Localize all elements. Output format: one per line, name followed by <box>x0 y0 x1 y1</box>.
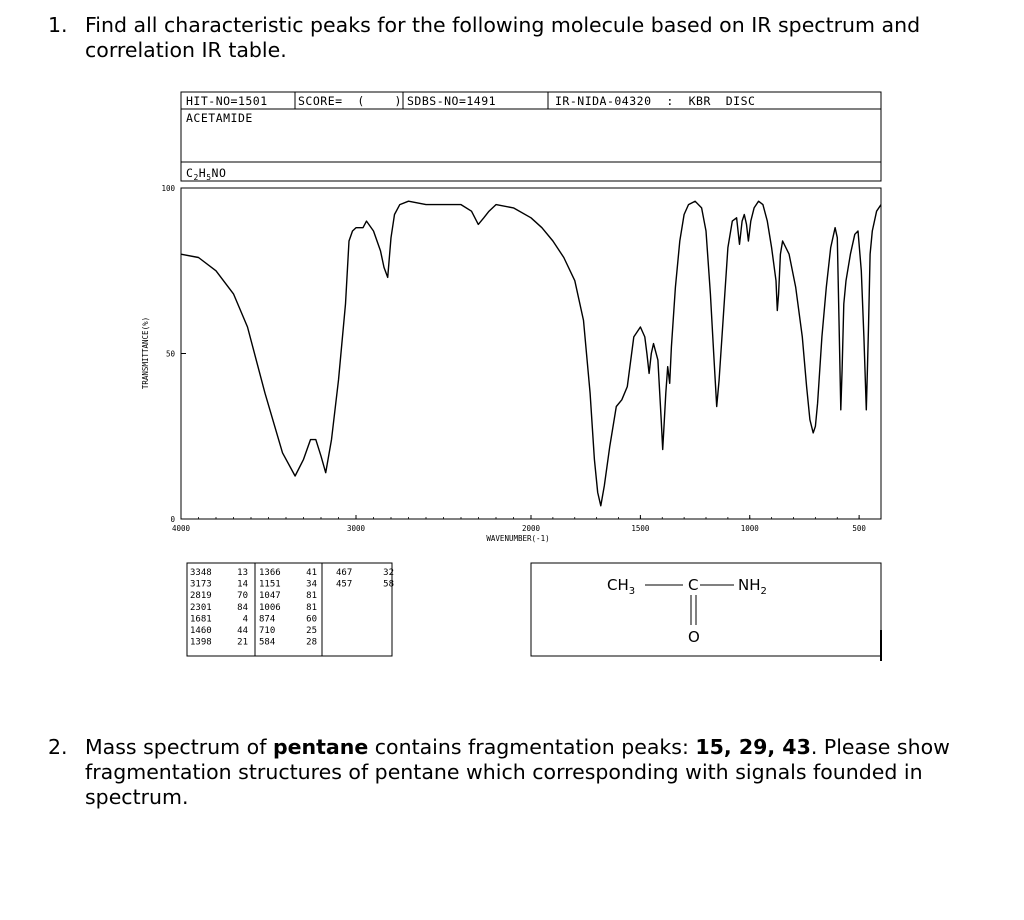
question-1-text: Find all characteristic peaks for the following molecule based on IR spectrum and correlation IR table. <box>85 13 921 62</box>
peak-wavenumber: 874 <box>259 614 276 625</box>
amine-group: $NH_2$ <box>738 576 767 597</box>
peak-transmittance: 34 <box>306 579 317 590</box>
score-label: SCORE= ( ) <box>298 94 402 108</box>
y-tick-label: 100 <box>161 184 175 193</box>
y-tick-label: 50 <box>165 349 175 359</box>
peak-wavenumber: 1460 <box>190 626 212 636</box>
peak-transmittance: 28 <box>306 637 317 648</box>
methyl-group: $CH_3$ <box>607 576 636 597</box>
question-2-number: 2. <box>48 735 68 759</box>
peak-wavenumber: 1006 <box>259 602 281 613</box>
peak-transmittance: 4 <box>242 614 248 625</box>
plot-area <box>141 184 881 543</box>
fragment-peaks: 15, 29, 43 <box>695 735 811 759</box>
x-tick-label: 500 <box>852 524 866 533</box>
sdbs-number: SDBS-NO=1491 <box>407 94 497 108</box>
peak-wavenumber: 457 <box>336 579 353 590</box>
peak-wavenumber: 1681 <box>190 614 212 625</box>
peak-wavenumber: 467 <box>336 568 353 578</box>
compound-name: ACETAMIDE <box>186 111 253 125</box>
spectrum-series-line <box>181 201 881 506</box>
molecular-formula: $C_2H_5NO$ <box>186 166 227 182</box>
peak-wavenumber: 1398 <box>190 637 212 648</box>
peak-transmittance: 60 <box>306 614 317 625</box>
peak-wavenumber: 710 <box>259 626 276 636</box>
structure-box <box>531 563 881 661</box>
peak-transmittance: 44 <box>237 626 248 636</box>
peak-transmittance: 13 <box>237 568 248 578</box>
x-tick-label: 2000 <box>521 524 541 533</box>
carbonyl-carbon: C <box>688 576 699 594</box>
carbonyl-oxygen: O <box>688 628 700 646</box>
x-axis-label: WAVENUMBER(-1) <box>486 534 550 543</box>
x-tick-label: 4000 <box>171 524 191 533</box>
peak-transmittance: 81 <box>306 591 317 602</box>
peak-transmittance: 58 <box>383 579 394 590</box>
x-tick-label: 3000 <box>346 524 366 533</box>
peak-wavenumber: 1151 <box>259 579 281 590</box>
y-axis <box>161 184 186 524</box>
spectrum-header <box>181 92 881 182</box>
question-2-text: Mass spectrum of pentane contains fragmentation peaks: 15, 29, 43. Please show fragmentation structures of pentane which corresponding with signals founded in spectrum. <box>85 735 950 809</box>
compound-pentane: pentane <box>272 735 369 759</box>
peak-transmittance: 25 <box>306 626 317 636</box>
peak-wavenumber: 3348 <box>190 568 212 578</box>
peak-transmittance: 81 <box>306 602 317 613</box>
peak-transmittance: 21 <box>237 637 248 648</box>
x-axis <box>172 515 866 533</box>
ir-nida-label: IR-NIDA-04320 : KBR DISC <box>555 94 756 108</box>
peak-wavenumber: 584 <box>259 637 276 648</box>
x-tick-label: 1500 <box>631 524 650 533</box>
peak-wavenumber: 3173 <box>190 579 212 590</box>
y-tick-label: 0 <box>170 515 175 524</box>
hit-number: HIT-NO=1501 <box>186 94 268 108</box>
question-2 <box>48 735 1008 815</box>
y-axis-label: TRANSMITTANCE(%) <box>141 316 150 390</box>
peak-wavenumber: 1366 <box>259 568 281 578</box>
question-1-number: 1. <box>48 13 68 37</box>
peak-wavenumber: 2819 <box>190 591 212 602</box>
peak-wavenumber: 2301 <box>190 602 212 613</box>
peak-wavenumber: 1047 <box>259 591 281 602</box>
peak-transmittance: 32 <box>383 568 394 578</box>
peak-transmittance: 41 <box>306 568 317 578</box>
peak-transmittance: 14 <box>237 579 248 590</box>
peak-table <box>187 563 394 656</box>
x-tick-label: 1000 <box>740 524 759 533</box>
peak-transmittance: 70 <box>237 591 248 602</box>
plot-frame <box>181 188 881 519</box>
peak-transmittance: 84 <box>237 602 248 613</box>
